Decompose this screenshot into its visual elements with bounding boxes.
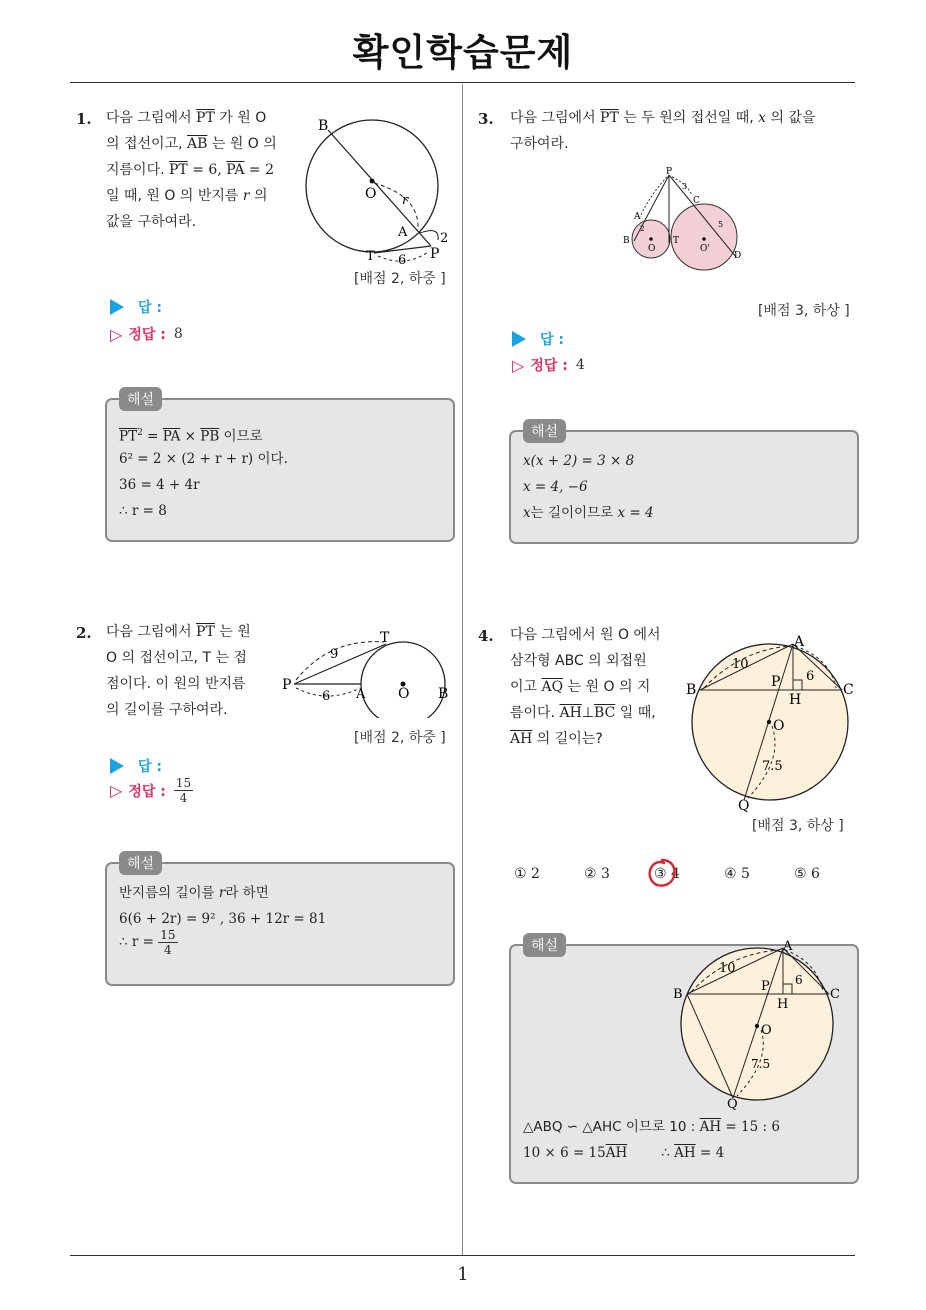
q3-sol-line2: x = 4, −6 [523, 479, 588, 495]
q4-figure [680, 630, 860, 815]
q1-sol-line2: 6² = 2 × (2 + r + r) 이다. [119, 451, 288, 467]
q4-label-c: C [843, 682, 854, 698]
q3-answer-value: 4 [575, 357, 585, 373]
q3-label-t: T [673, 236, 680, 246]
q1-score: [배점 2, 하중 ] [354, 271, 446, 287]
q1-number: 1. [76, 110, 92, 128]
q4-label-7-5: 7.5 [762, 759, 783, 774]
q4s-label-6: 6 [795, 973, 803, 987]
correct-label: 정답 : [128, 783, 166, 800]
q3-label-2: 2 [640, 225, 645, 233]
q2-answer-value: $\frac{15}{4}$ [175, 776, 192, 805]
q4-solution-figure [667, 938, 847, 1113]
q4-label-q: Q [738, 798, 750, 814]
q2-sol-line2: 6(6 + 2r) = 9² , 36 + 12r = 81 [119, 911, 327, 927]
q1-label-6: 6 [398, 253, 407, 268]
q1-center-dot [370, 179, 375, 184]
q3-label-d: D [734, 251, 742, 261]
q4-label-a: A [794, 634, 805, 650]
q4-sol-line1: △ABQ ∽ △AHC 이므로 10 : $\overline{AH} = 15$ : 6 [523, 1119, 780, 1135]
q2-label-b: B [438, 686, 449, 702]
q4s-label-a: A [783, 939, 793, 954]
q1-answer-value: 8 [173, 326, 183, 342]
q4-label-h: H [789, 692, 802, 708]
correct-label: 정답 : [128, 327, 166, 343]
q4s-label-b: B [673, 987, 683, 1002]
q4-solution-box [509, 938, 859, 1184]
bottom-rule [70, 1255, 855, 1256]
q3-circle-o2 [671, 204, 737, 270]
solution-tag: 해설 [523, 933, 566, 957]
play-icon [512, 331, 526, 347]
triangle-outline-icon: ▷ [110, 324, 123, 344]
q3-label-o: O [648, 244, 656, 254]
answer-label: 답 : [540, 332, 564, 348]
triangle-outline-icon: ▷ [512, 355, 525, 375]
q2-sol-line3: ∴ r = $\frac{15}{4}$ [119, 928, 176, 957]
q4s-label-10: 10 [719, 961, 736, 976]
q1-label-t: T [366, 249, 375, 264]
q3-sol-line1: x(x + 2) = 3 × 8 [523, 453, 635, 469]
q1-sol-line1: $\overline{PT}^2 = \overline{PA} \times \overline{PB}$ 이므로 [119, 428, 263, 445]
q4-choice-3[interactable]: ③ 4 [654, 866, 680, 882]
q4-score: [배점 3, 하상 ] [752, 818, 844, 834]
q4-label-10: 10 [732, 657, 749, 672]
q4-label-p: P [771, 674, 781, 690]
q3-label-5: 5 [718, 220, 724, 229]
q1-figure [300, 108, 460, 268]
q1-text: 다음 그림에서 $\overline{PT}$ 가 원 O 의 접선이고, $\overline{AB}$ 는 원 O 의 지름이다. $\overline{PT} = 6$, $\overline{PA} = 2$ 일 때, 원 O 의 반지름 r 의 값을 구하여라. [106, 110, 277, 230]
q4s-label-p: P [761, 979, 770, 994]
q4s-label-7-5: 7.5 [751, 1057, 771, 1071]
play-icon [110, 758, 124, 774]
q4-choice-4[interactable]: ④ 5 [724, 866, 750, 882]
answer-label: 답 : [138, 300, 162, 316]
q4-text: 다음 그림에서 원 O 에서 삼각형 ABC 의 외접원 이고 $\overline{AQ}$ 는 원 O 의 지 름이다. $\overline{AH}\perp\overline{BC}$ 일 때, $\overline{AH}$ 의 길이는? [510, 627, 661, 747]
q2-score: [배점 2, 하중 ] [354, 730, 446, 746]
q3-answer-row [512, 329, 564, 349]
q2-label-6: 6 [322, 689, 331, 704]
q2-solution-box [105, 856, 455, 986]
top-rule [70, 82, 855, 83]
q2-answer-row [110, 756, 162, 776]
page-number: 1 [457, 1264, 469, 1285]
correct-answer-circle-icon [646, 856, 678, 890]
q3-figure [620, 165, 750, 275]
play-icon [110, 299, 124, 315]
column-divider [462, 84, 463, 1256]
q4-label-6: 6 [806, 669, 815, 684]
q4-sol-line2: $10 \times 6 = 15\overline{AH}$ ∴ $\overline{AH} = 4$ [523, 1145, 725, 1161]
q1-label-r: r [402, 193, 409, 208]
q4-label-o: O [773, 718, 785, 734]
q3-label-b: B [623, 236, 630, 246]
q3-score: [배점 3, 하상 ] [758, 303, 850, 319]
q1-answer-row [110, 297, 162, 317]
q1-sol-line4: ∴ r = 8 [119, 503, 167, 519]
q3-label-3: 3 [682, 182, 688, 191]
q2-correct-row [110, 776, 193, 805]
q1-label-o: O [365, 186, 377, 202]
q4-center-dot [767, 720, 771, 724]
q1-tangent [374, 246, 431, 253]
q1-label-2: 2 [440, 231, 449, 246]
solution-tag: 해설 [119, 387, 162, 411]
q3-label-o2: O' [700, 244, 710, 254]
q4-choice-5[interactable]: ⑤ 6 [794, 866, 820, 882]
q4s-label-c: C [830, 987, 840, 1002]
correct-label: 정답 : [530, 358, 568, 374]
q3-number: 3. [478, 110, 494, 128]
solution-tag: 해설 [119, 851, 162, 875]
q4s-label-q: Q [727, 1097, 738, 1112]
solution-tag: 해설 [523, 419, 566, 443]
q2-number: 2. [76, 624, 92, 642]
page-title: 확인학습문제 [352, 31, 574, 74]
q4s-label-o: O [761, 1023, 772, 1038]
q4s-center-dot [755, 1024, 759, 1028]
q2-label-o: O [398, 686, 410, 702]
q2-label-t: T [380, 630, 390, 646]
q2-nine-arc [296, 642, 384, 680]
q1-correct-row [110, 324, 183, 344]
q3-label-c: C [693, 196, 700, 206]
q4s-label-h: H [777, 997, 789, 1012]
q4-choice-2[interactable]: ② 3 [584, 866, 610, 882]
triangle-outline-icon: ▷ [110, 781, 123, 800]
q3-dot-o2 [702, 237, 706, 241]
q1-label-a: A [398, 225, 408, 240]
q1-two-arc [420, 231, 438, 240]
q2-circle-o [361, 642, 445, 718]
q3-correct-row [512, 355, 585, 375]
q2-tangent [294, 644, 386, 684]
q1-sol-line3: 36 = 4 + 4r [119, 477, 200, 493]
q3-arc-a [640, 177, 667, 217]
q2-sol-line1: 반지름의 길이를 r라 하면 [119, 885, 269, 901]
answer-label: 답 : [138, 759, 162, 775]
q3-label-p: P [666, 167, 673, 177]
q3-label-a: A [634, 212, 641, 222]
q2-text: 다음 그림에서 $\overline{PT}$ 는 원 O 의 접선이고, T 는 접 점이다. 이 원의 반지름 의 길이를 구하여라. [106, 624, 251, 718]
q1-label-b: B [318, 118, 329, 134]
q2-figure [280, 628, 460, 718]
q3-sol-line3: x는 길이이므로 x = 4 [523, 505, 654, 521]
q3-dot-o [649, 237, 653, 241]
q1-secant [328, 130, 431, 246]
q2-label-p: P [282, 677, 292, 693]
q4-label-b: B [686, 682, 697, 698]
q3-solution-box [509, 424, 859, 544]
q1-label-p: P [430, 246, 440, 262]
q3-text: 다음 그림에서 $\overline{PT}$ 는 두 원의 접선일 때, x 의 값을 구하여라. [510, 110, 816, 152]
q2-label-a: A [356, 687, 366, 702]
q4-number: 4. [478, 627, 494, 645]
q4-choice-1[interactable]: ① 2 [514, 866, 540, 882]
q2-label-9: 9 [330, 647, 339, 662]
q1-solution-box [105, 392, 455, 542]
